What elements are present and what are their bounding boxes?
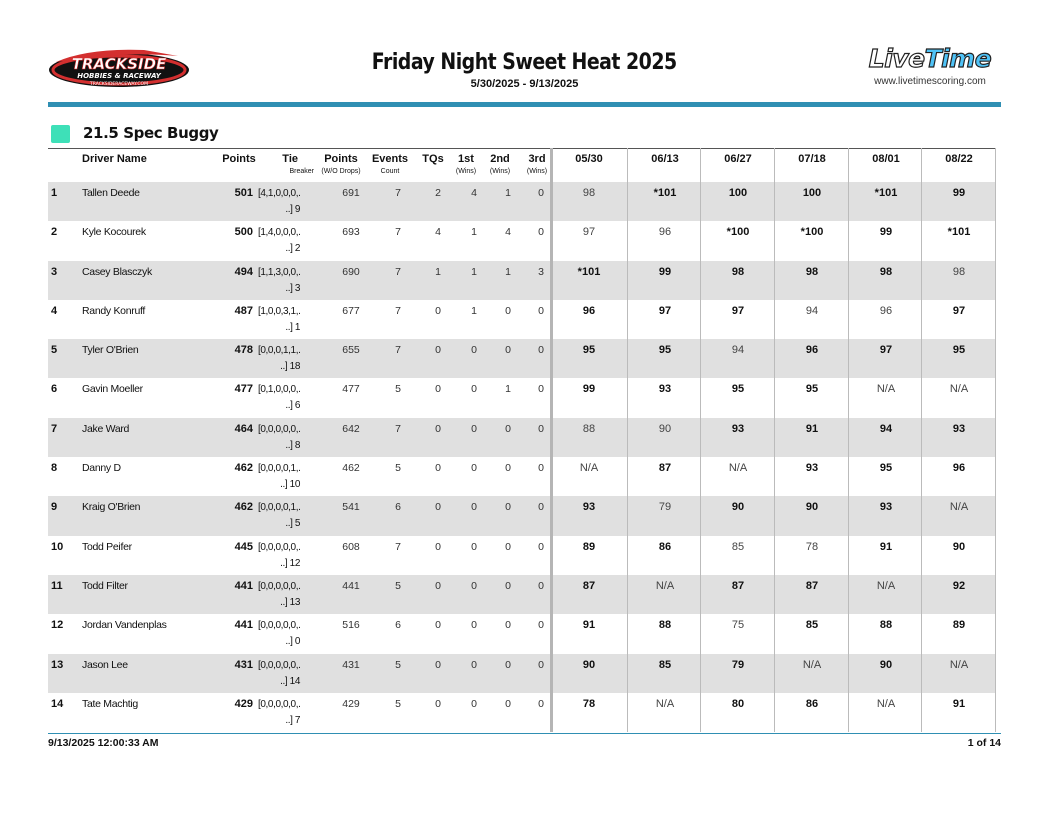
points-cell: 445 — [234, 540, 253, 553]
wo-cell: 516 — [342, 619, 360, 632]
table-row — [48, 261, 995, 300]
tqs-cell: 0 — [435, 579, 441, 592]
second-cell: 0 — [505, 540, 511, 553]
position-cell: 12 — [51, 619, 64, 632]
round-score-cell: 98 — [805, 265, 819, 278]
second-cell: 0 — [505, 579, 511, 592]
tqs-cell: 0 — [435, 501, 441, 514]
first-cell: 4 — [471, 187, 477, 199]
col-round-5: 08/01 — [872, 153, 900, 165]
col-driver-name: Driver Name — [82, 153, 147, 165]
round-score-cell: 98 — [582, 187, 596, 199]
tie-breaker-line1: [0,0,0,0,0,. — [258, 541, 301, 553]
tie-breaker-line2: ..] 3 — [285, 282, 300, 294]
round-score-cell: 93 — [879, 501, 893, 514]
driver-name-cell: Danny D — [82, 462, 121, 475]
position-cell: 7 — [51, 422, 58, 435]
driver-name-cell: Gavin Moeller — [82, 383, 143, 396]
round-score-cell: N/A — [949, 501, 969, 514]
tie-breaker-line2: ..] 2 — [285, 243, 300, 255]
round-score-cell: 89 — [582, 540, 596, 553]
table-row — [48, 182, 995, 221]
position-cell: 6 — [51, 383, 58, 396]
points-cell: 478 — [234, 344, 253, 357]
tqs-cell: 0 — [435, 304, 441, 317]
round-score-cell: 93 — [731, 422, 745, 435]
wo-cell: 429 — [342, 697, 360, 710]
tie-breaker-cell — [258, 422, 300, 454]
wo-cell: 677 — [342, 304, 360, 317]
round-score-cell: 86 — [658, 540, 672, 553]
events-cell: 7 — [395, 422, 401, 435]
tqs-cell: 0 — [435, 697, 441, 710]
round-score-cell: 94 — [805, 304, 819, 317]
tie-breaker-line1: [0,0,0,0,0,. — [258, 423, 301, 435]
col-round-2: 06/13 — [651, 153, 679, 165]
round-score-cell: 88 — [879, 619, 893, 632]
position-cell: 11 — [51, 579, 63, 592]
round-score-cell: 85 — [731, 540, 745, 553]
table-row — [48, 457, 995, 496]
tie-breaker-line1: [1,4,0,0,0,. — [258, 227, 301, 239]
third-cell: 0 — [538, 422, 544, 435]
events-cell: 5 — [395, 462, 401, 475]
round-score-cell: 90 — [731, 501, 745, 514]
table-body — [48, 182, 995, 732]
driver-name-cell: Kyle Kocourek — [82, 226, 146, 239]
third-cell: 0 — [538, 383, 544, 396]
round-score-cell: 91 — [805, 422, 819, 435]
date-range: 5/30/2025 - 9/13/2025 — [470, 78, 579, 90]
first-cell: 1 — [471, 226, 477, 239]
tie-breaker-line1: [1,0,0,3,1,. — [258, 305, 301, 317]
round-score-cell: 96 — [952, 462, 966, 475]
points-cell: 464 — [234, 422, 253, 435]
round-score-cell: 93 — [582, 501, 596, 514]
round-score-cell: 98 — [879, 265, 893, 278]
tie-breaker-line1: [0,0,0,0,0,. — [258, 698, 301, 710]
tie-breaker-line2: ..] 0 — [285, 636, 300, 648]
position-cell: 5 — [51, 344, 58, 357]
position-cell: 10 — [51, 540, 64, 553]
third-cell: 0 — [538, 658, 544, 671]
points-cell: 462 — [234, 462, 253, 475]
round-score-cell: 92 — [952, 579, 966, 592]
events-cell: 7 — [395, 304, 401, 317]
livetime-logo-icon: LiveTime — [868, 44, 992, 73]
tie-breaker-line1: [4,1,0,0,0,. — [258, 188, 301, 199]
round-score-cell: 80 — [731, 697, 745, 710]
round-score-cell: 90 — [805, 501, 819, 514]
second-cell: 0 — [505, 422, 511, 435]
tie-breaker-cell — [258, 186, 300, 218]
round-score-cell: *101 — [653, 187, 677, 199]
first-cell: 0 — [471, 501, 477, 514]
events-cell: 5 — [395, 697, 401, 710]
tie-breaker-cell — [258, 500, 300, 532]
position-cell: 8 — [51, 462, 58, 475]
events-cell: 7 — [395, 344, 401, 357]
round-score-cell: 96 — [658, 226, 672, 239]
points-cell: 429 — [234, 697, 253, 710]
points-cell: 441 — [234, 619, 253, 632]
table-row — [48, 496, 995, 535]
tie-breaker-line1: [0,0,0,1,1,. — [258, 345, 301, 357]
col-round-4: 07/18 — [798, 153, 826, 165]
tie-breaker-line2: ..] 8 — [285, 439, 300, 451]
round-score-cell: 87 — [658, 462, 672, 475]
wo-cell: 441 — [342, 579, 360, 592]
round-score-cell: *100 — [726, 226, 750, 239]
events-cell: 5 — [395, 658, 401, 671]
driver-name-cell: Jordan Vandenplas — [82, 619, 167, 632]
wo-cell: 541 — [342, 501, 360, 514]
round-score-cell: 87 — [731, 579, 745, 592]
tie-breaker-cell — [258, 579, 300, 611]
events-cell: 7 — [395, 540, 401, 553]
first-cell: 0 — [471, 619, 477, 632]
tqs-cell: 0 — [435, 540, 441, 553]
points-cell: 462 — [234, 501, 253, 514]
table-row — [48, 575, 995, 614]
header-divider — [48, 102, 1001, 107]
tie-breaker-line2: ..] 7 — [285, 714, 300, 726]
footer-divider — [48, 733, 1001, 734]
third-cell: 0 — [538, 344, 544, 357]
report-header — [48, 40, 1001, 102]
position-cell: 4 — [51, 304, 58, 317]
round-score-cell: 97 — [658, 304, 672, 317]
third-cell: 0 — [538, 619, 544, 632]
tqs-cell: 0 — [435, 462, 441, 475]
tqs-cell: 0 — [435, 422, 441, 435]
position-cell: 9 — [51, 501, 58, 514]
col-points: Points — [222, 153, 256, 165]
wo-cell: 477 — [342, 383, 360, 396]
tie-breaker-line2: ..] 6 — [285, 400, 300, 412]
round-score-cell: 97 — [952, 304, 966, 317]
round-score-cell: 94 — [731, 344, 745, 357]
tie-breaker-cell — [258, 343, 300, 375]
round-score-cell: 93 — [805, 462, 819, 475]
round-score-cell: 96 — [879, 304, 893, 317]
class-color-swatch — [51, 125, 70, 143]
round-score-cell: 90 — [879, 658, 893, 671]
tie-breaker-cell — [258, 265, 300, 297]
col-round-1: 05/30 — [575, 153, 603, 165]
round-score-cell: 93 — [658, 383, 672, 396]
table-row — [48, 614, 995, 653]
points-cell: 487 — [234, 304, 253, 317]
table-header — [48, 148, 995, 182]
second-cell: 0 — [505, 697, 511, 710]
wo-cell: 693 — [342, 226, 360, 239]
tie-breaker-line2: ..] 9 — [285, 204, 300, 215]
round-score-cell: 79 — [731, 658, 745, 671]
tie-breaker-line1: [0,0,0,0,0,. — [258, 620, 301, 632]
tqs-cell: 4 — [435, 226, 441, 239]
table-row — [48, 300, 995, 339]
logo-line3: TRACKSIDERACEWAY.COM — [90, 82, 148, 87]
second-cell: 0 — [505, 344, 511, 357]
round-score-cell: 98 — [731, 265, 745, 278]
wo-cell: 431 — [342, 658, 360, 671]
first-cell: 0 — [471, 383, 477, 396]
round-score-cell: 85 — [658, 658, 672, 671]
round-score-cell: 95 — [879, 462, 893, 475]
table-row — [48, 536, 995, 575]
tie-breaker-cell — [258, 618, 300, 650]
tie-breaker-cell — [258, 658, 300, 690]
round-score-cell: 94 — [879, 422, 893, 435]
tie-breaker-line2: ..] 10 — [280, 479, 300, 491]
points-cell: 441 — [234, 579, 253, 592]
first-cell: 0 — [471, 697, 477, 710]
position-cell: 1 — [51, 187, 58, 199]
tie-breaker-line2: ..] 1 — [285, 321, 300, 333]
col-points-wo-drops: Points (W/O Drops) — [321, 153, 361, 175]
logo-line1: TRACKSIDE — [71, 55, 167, 73]
tie-breaker-line2: ..] 12 — [280, 557, 300, 569]
round-score-cell: N/A — [876, 579, 896, 592]
round-score-cell: 90 — [658, 422, 672, 435]
round-score-cell: 87 — [582, 579, 596, 592]
position-cell: 2 — [51, 226, 58, 239]
round-score-cell: N/A — [949, 658, 969, 671]
first-cell: 0 — [471, 658, 477, 671]
driver-name-cell: Casey Blasczyk — [82, 265, 152, 278]
third-cell: 0 — [538, 579, 544, 592]
first-cell: 0 — [471, 422, 477, 435]
tie-breaker-line1: [0,0,0,0,1,. — [258, 463, 301, 475]
tie-breaker-line1: [0,1,0,0,0,. — [258, 384, 301, 396]
tie-breaker-cell — [258, 540, 300, 572]
round-score-cell: 95 — [731, 383, 745, 396]
col-tie-breaker: Tie Breaker — [282, 153, 314, 175]
round-score-cell: 75 — [731, 619, 745, 632]
tie-breaker-line2: ..] 18 — [280, 361, 300, 373]
third-cell: 0 — [538, 187, 544, 199]
class-name: 21.5 Spec Buggy — [83, 124, 219, 142]
events-cell: 7 — [395, 226, 401, 239]
driver-name-cell: Randy Konruff — [82, 304, 146, 317]
tie-breaker-line2: ..] 13 — [280, 596, 300, 608]
driver-name-cell: Todd Filter — [82, 579, 128, 592]
tie-breaker-cell — [258, 697, 300, 729]
round-score-cell: *101 — [874, 187, 898, 199]
round-score-cell: 97 — [582, 226, 596, 239]
table-row — [48, 693, 995, 732]
round-score-cell: 97 — [879, 344, 893, 357]
second-cell: 0 — [505, 304, 511, 317]
round-score-cell: 100 — [802, 187, 822, 199]
first-cell: 0 — [471, 540, 477, 553]
wo-cell: 691 — [342, 187, 360, 199]
second-cell: 1 — [505, 265, 511, 278]
tqs-cell: 0 — [435, 344, 441, 357]
tqs-cell: 1 — [435, 265, 441, 278]
wo-cell: 690 — [342, 265, 360, 278]
tie-breaker-line2: ..] 5 — [285, 518, 300, 530]
position-cell: 3 — [51, 265, 58, 278]
tie-breaker-cell — [258, 461, 300, 493]
round-score-cell: N/A — [802, 658, 822, 671]
round-score-cell: 99 — [952, 187, 966, 199]
first-cell: 1 — [471, 304, 477, 317]
points-cell: 500 — [234, 226, 253, 239]
events-cell: 7 — [395, 265, 401, 278]
tie-breaker-cell — [258, 304, 300, 336]
events-cell: 5 — [395, 579, 401, 592]
livetime-url: www.livetimescoring.com — [874, 76, 986, 87]
second-cell: 0 — [505, 658, 511, 671]
round-score-cell: 96 — [805, 344, 819, 357]
tqs-cell: 2 — [435, 187, 441, 199]
round-score-cell: 90 — [952, 540, 966, 553]
col-second-wins: 2nd (Wins) — [489, 153, 511, 175]
round-score-cell: 98 — [952, 265, 966, 278]
round-score-cell: N/A — [579, 462, 599, 475]
tie-breaker-line1: [0,0,0,0,1,. — [258, 502, 301, 514]
third-cell: 0 — [538, 462, 544, 475]
round-score-cell: 95 — [805, 383, 819, 396]
col-third-wins: 3rd (Wins) — [526, 153, 548, 175]
col-round-6: 08/22 — [945, 153, 973, 165]
points-cell: 431 — [234, 658, 253, 671]
round-score-cell: 88 — [582, 422, 596, 435]
round-score-cell: 90 — [582, 658, 596, 671]
round-score-cell: N/A — [949, 383, 969, 396]
tie-breaker-line2: ..] 14 — [280, 675, 300, 687]
first-cell: 0 — [471, 462, 477, 475]
table-row — [48, 339, 995, 378]
wo-cell: 655 — [342, 344, 360, 357]
first-cell: 0 — [471, 579, 477, 592]
second-cell: 1 — [505, 187, 511, 199]
round-score-cell: N/A — [876, 383, 896, 396]
events-cell: 6 — [395, 619, 401, 632]
round-score-cell: 95 — [582, 344, 596, 357]
round-score-cell: 78 — [805, 540, 819, 553]
driver-name-cell: Jason Lee — [82, 658, 128, 671]
third-cell: 0 — [538, 540, 544, 553]
tqs-cell: 0 — [435, 658, 441, 671]
tqs-cell: 0 — [435, 619, 441, 632]
round-score-cell: 88 — [658, 619, 672, 632]
second-cell: 0 — [505, 462, 511, 475]
round-score-cell: 99 — [879, 226, 893, 239]
tie-breaker-line1: [1,1,3,0,0,. — [258, 266, 301, 278]
third-cell: 0 — [538, 226, 544, 239]
third-cell: 0 — [538, 501, 544, 514]
round-score-cell: *101 — [947, 226, 971, 239]
second-cell: 4 — [505, 226, 511, 239]
round-score-cell: 86 — [805, 697, 819, 710]
round-score-cell: 99 — [658, 265, 672, 278]
round-score-cell: 91 — [582, 619, 596, 632]
driver-name-cell: Tate Machtig — [82, 697, 138, 710]
col-first-wins: 1st (Wins) — [455, 153, 477, 175]
table-row — [48, 418, 995, 457]
first-cell: 0 — [471, 344, 477, 357]
round-score-cell: 97 — [731, 304, 745, 317]
tie-breaker-line1: [0,0,0,0,0,. — [258, 580, 301, 592]
driver-name-cell: Kraig O'Brien — [82, 501, 141, 514]
round-score-cell: 85 — [805, 619, 819, 632]
report-timestamp: 9/13/2025 12:00:33 AM — [48, 737, 159, 749]
position-cell: 13 — [51, 658, 64, 671]
report-title: Friday Night Sweet Heat 2025 — [372, 50, 677, 75]
wo-cell: 642 — [342, 422, 360, 435]
second-cell: 1 — [505, 383, 511, 396]
round-score-cell: 91 — [952, 697, 966, 710]
driver-name-cell: Tyler O'Brien — [82, 344, 139, 357]
round-score-cell: 96 — [582, 304, 596, 317]
round-score-cell: 78 — [582, 697, 596, 710]
round-score-cell: 87 — [805, 579, 819, 592]
driver-name-cell: Todd Peifer — [82, 540, 132, 553]
points-cell: 501 — [234, 187, 253, 199]
round-score-cell: 93 — [952, 422, 966, 435]
second-cell: 0 — [505, 501, 511, 514]
third-cell: 3 — [538, 265, 544, 278]
col-events: Events Count — [371, 153, 409, 175]
tie-breaker-cell — [258, 225, 300, 257]
livetime-logo — [859, 46, 1001, 87]
round-score-cell: N/A — [655, 697, 675, 710]
events-cell: 7 — [395, 187, 401, 199]
second-cell: 0 — [505, 619, 511, 632]
tie-breaker-line1: [0,0,0,0,0,. — [258, 659, 301, 671]
round-score-cell: 89 — [952, 619, 966, 632]
tqs-cell: 0 — [435, 383, 441, 396]
col-round-3: 06/27 — [724, 153, 752, 165]
table-row — [48, 378, 995, 417]
round-score-cell: 95 — [658, 344, 672, 357]
table-row — [48, 654, 995, 693]
round-score-cell: N/A — [728, 462, 748, 475]
round-score-cell: 99 — [582, 383, 596, 396]
col-tqs: TQs — [422, 153, 444, 165]
events-cell: 5 — [395, 383, 401, 396]
round-score-cell: 95 — [952, 344, 966, 357]
points-cell: 477 — [234, 383, 253, 396]
round-score-cell: 100 — [728, 187, 748, 199]
round-score-cell: N/A — [876, 697, 896, 710]
third-cell: 0 — [538, 697, 544, 710]
round-score-cell: 91 — [879, 540, 893, 553]
standings-table — [48, 148, 995, 732]
driver-name-cell: Tallen Deede — [82, 187, 140, 199]
round-score-cell: *101 — [577, 265, 601, 278]
wo-cell: 608 — [342, 540, 360, 553]
events-cell: 6 — [395, 501, 401, 514]
driver-name-cell: Jake Ward — [82, 422, 130, 435]
round-score-cell: N/A — [655, 579, 675, 592]
points-cell: 494 — [234, 265, 253, 278]
page-indicator: 1 of 14 — [967, 737, 1001, 749]
position-cell: 14 — [51, 697, 64, 710]
logo-line2: HOBBIES & RACEWAY — [77, 72, 161, 80]
wo-cell: 462 — [342, 462, 360, 475]
table-row — [48, 221, 995, 260]
round-score-cell: *100 — [800, 226, 824, 239]
third-cell: 0 — [538, 304, 544, 317]
first-cell: 1 — [471, 265, 477, 278]
round-score-cell: 79 — [658, 501, 672, 514]
tie-breaker-cell — [258, 382, 300, 414]
